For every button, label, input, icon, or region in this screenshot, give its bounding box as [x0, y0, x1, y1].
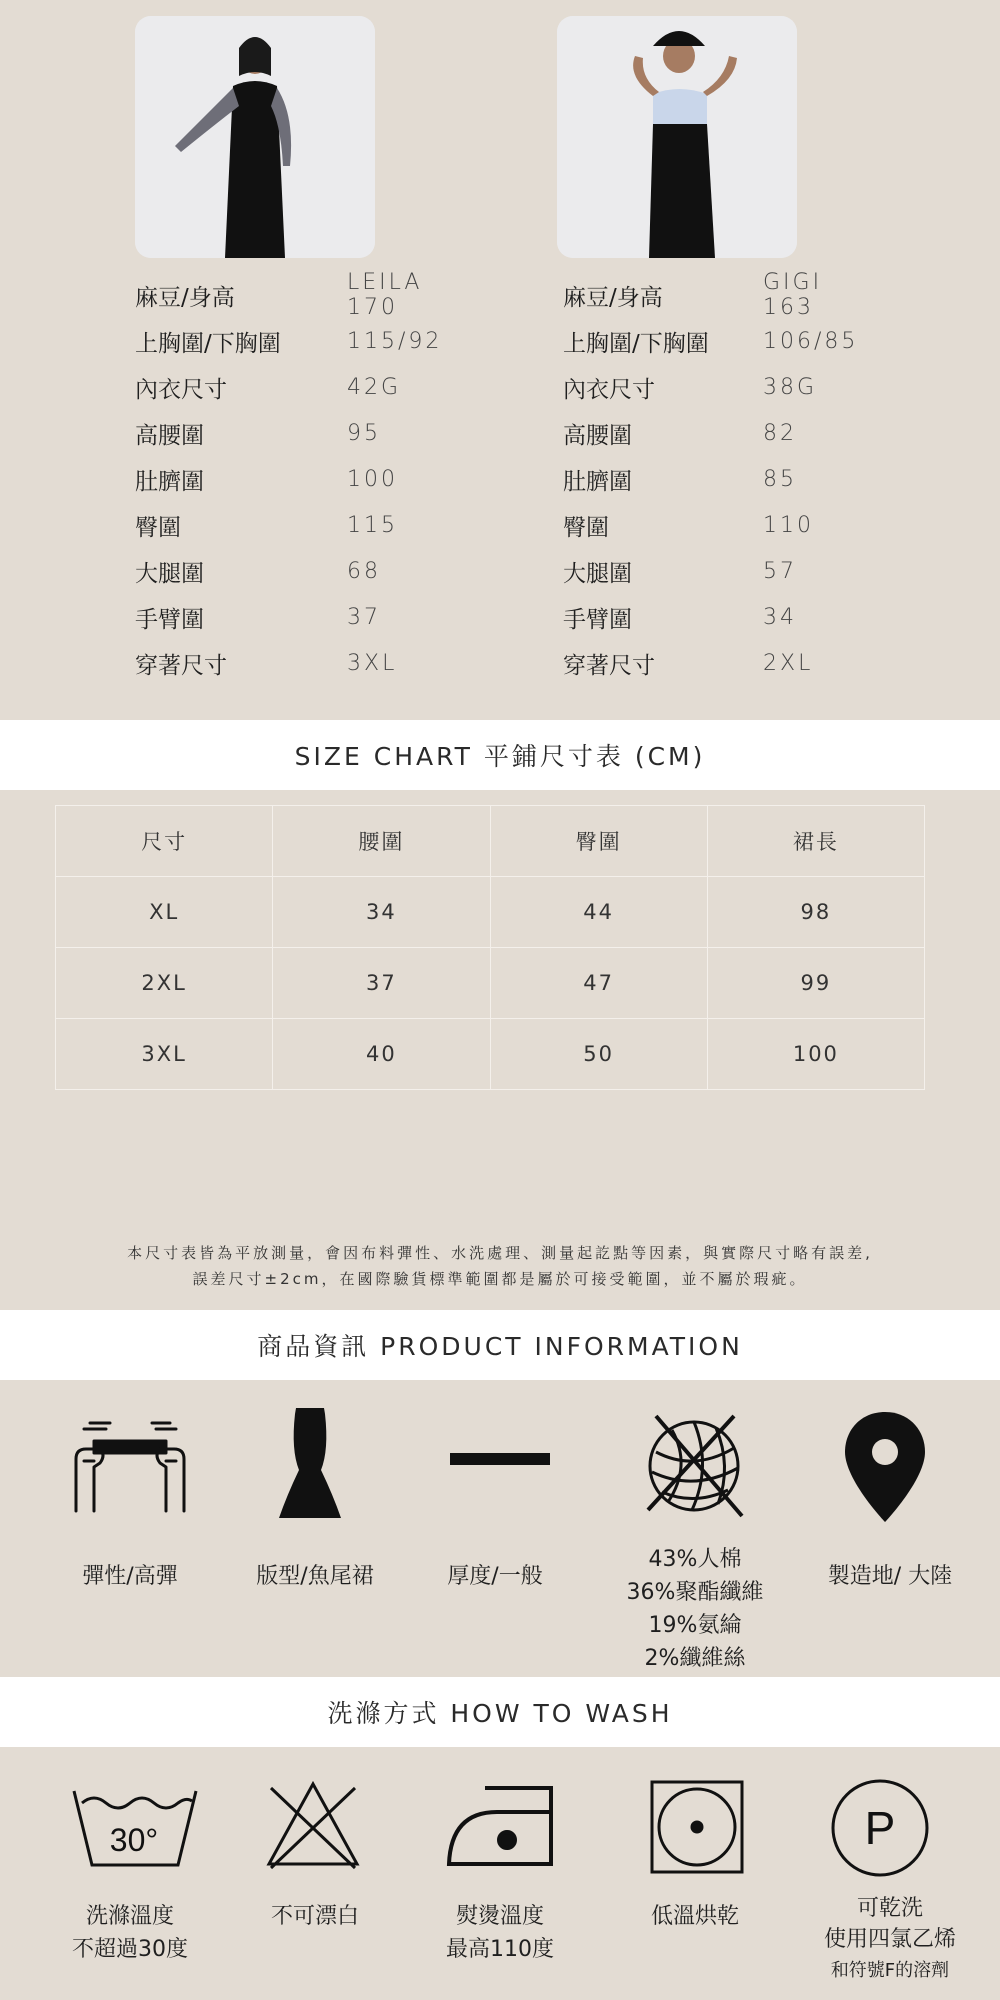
thickness-caption [405, 1560, 585, 1593]
measurement-row [563, 410, 797, 456]
table-cell: 37 [273, 948, 490, 1019]
measurement-value: 57 [763, 558, 797, 584]
wash-temp-label: 30° [109, 1822, 159, 1858]
no-bleach-caption [225, 1900, 405, 1933]
measurement-value: 42G [347, 374, 402, 400]
stretch-icon [70, 1415, 190, 1515]
table-cell: 44 [490, 877, 707, 948]
dry-clean-p-icon [830, 1778, 930, 1878]
size-chart-title: SIZE CHART 平鋪尺寸表 (CM) [0, 720, 1000, 790]
measurement-label: 高腰圍 [135, 422, 204, 449]
dry-clean-caption [790, 1893, 990, 1986]
measurement-label: 麻豆/身高 [135, 284, 235, 311]
measurement-value: LEILA 170 [347, 270, 423, 320]
caption-line: 不超過30度 [72, 1937, 188, 1962]
wash-temp-caption [40, 1900, 220, 1966]
measurement-value: 34 [763, 604, 797, 630]
column-header: 腰圍 [273, 806, 490, 877]
measurement-value: 2XL [763, 650, 814, 676]
measurement-value: 110 [763, 512, 814, 538]
iron-icon [445, 1782, 557, 1872]
iron-caption [410, 1900, 590, 1966]
table-cell: 34 [273, 877, 490, 948]
measurement-label: 手臂圍 [135, 606, 204, 633]
model-table-leila [135, 270, 443, 686]
measurement-row [135, 410, 381, 456]
measurement-label: 高腰圍 [563, 422, 632, 449]
measurement-row [135, 502, 398, 548]
caption-line: 可乾洗 [856, 1896, 923, 1921]
column-header: 裙長 [707, 806, 924, 877]
caption-line: 19%氨綸 [648, 1613, 742, 1638]
measurement-value: GIGI 163 [763, 270, 823, 320]
table-cell: 40 [273, 1019, 490, 1090]
wash-30-icon [70, 1785, 200, 1870]
table-row [56, 877, 925, 948]
measurement-row [135, 594, 381, 640]
measurement-label: 臀圍 [563, 514, 609, 541]
measurement-label: 上胸圍/下胸圍 [135, 330, 281, 357]
column-header: 臀圍 [490, 806, 707, 877]
measurement-row [563, 318, 859, 364]
caption-line: 使用四氯乙烯 [823, 1927, 956, 1952]
measurement-row [135, 270, 423, 320]
dry-clean-letter: P [864, 1802, 896, 1854]
caption-line: 製造地/ 大陸 [827, 1564, 953, 1589]
measurement-value: 37 [347, 604, 381, 630]
measurement-label: 手臂圍 [563, 606, 632, 633]
no-bleach-icon [265, 1780, 361, 1870]
caption-line: 43%人棉 [648, 1547, 742, 1572]
measurement-value: 100 [347, 466, 398, 492]
model-photo-leila [135, 16, 375, 258]
caption-line: 厚度/一般 [447, 1564, 543, 1589]
measurement-label: 上胸圍/下胸圍 [563, 330, 709, 357]
material-caption [600, 1543, 790, 1675]
how-to-wash-title: 洗滌方式 HOW TO WASH [0, 1677, 1000, 1747]
caption-line: 洗滌溫度 [85, 1904, 174, 1929]
table-cell: XL [56, 877, 273, 948]
measurement-label: 內衣尺寸 [135, 376, 227, 403]
measurement-value: 115/92 [347, 328, 443, 354]
measurement-label: 大腿圍 [135, 560, 204, 587]
table-cell: 98 [707, 877, 924, 948]
table-cell: 3XL [56, 1019, 273, 1090]
stretch-caption [40, 1560, 220, 1593]
measurement-value: 95 [347, 420, 381, 446]
model-photo-gigi [557, 16, 797, 258]
measurement-label: 大腿圍 [563, 560, 632, 587]
measurement-row [563, 364, 818, 410]
table-row [56, 948, 925, 1019]
caption-line: 低溫烘乾 [650, 1904, 739, 1929]
measurement-label: 麻豆/身高 [563, 284, 663, 311]
caption-line: 36%聚酯纖維 [626, 1580, 764, 1605]
table-cell: 100 [707, 1019, 924, 1090]
measurement-row [135, 640, 398, 686]
measurement-value: 38G [763, 374, 818, 400]
measurement-row [563, 548, 797, 594]
measurement-row [563, 594, 797, 640]
measurement-row [563, 640, 814, 686]
thickness-line-icon [450, 1453, 550, 1467]
table-header-row [56, 806, 925, 877]
table-cell: 47 [490, 948, 707, 1019]
tumble-dry-caption [605, 1900, 785, 1933]
caption-line: 彈性/高彈 [82, 1564, 178, 1589]
caption-line: 2%纖維絲 [644, 1646, 746, 1671]
measurement-label: 穿著尺寸 [135, 652, 227, 679]
measurement-label: 穿著尺寸 [563, 652, 655, 679]
measurement-row [135, 318, 443, 364]
measurement-label: 肚臍圍 [135, 468, 204, 495]
mermaid-skirt-icon [275, 1400, 345, 1520]
model-table-gigi [563, 270, 859, 686]
measurement-value: 85 [763, 466, 797, 492]
location-pin-icon [843, 1410, 927, 1525]
table-cell: 2XL [56, 948, 273, 1019]
measurement-value: 68 [347, 558, 381, 584]
measurement-row [135, 456, 398, 502]
table-cell: 50 [490, 1019, 707, 1090]
caption-line: 不可漂白 [270, 1904, 359, 1929]
measurement-row [563, 270, 823, 320]
caption-line: 最高110度 [446, 1937, 554, 1962]
measurement-row [563, 502, 814, 548]
measurement-row [135, 548, 381, 594]
measurement-label: 內衣尺寸 [563, 376, 655, 403]
size-chart-table [55, 805, 925, 1090]
caption-line: 和符號F的溶劑 [830, 1960, 950, 1981]
measurement-row [563, 456, 797, 502]
measurement-label: 臀圍 [135, 514, 181, 541]
measurement-value: 3XL [347, 650, 398, 676]
note-line: 誤差尺寸±2cm，在國際驗貨標準範圍都是屬於可接受範圍，並不屬於瑕疵。 [192, 1270, 808, 1288]
fit-caption [225, 1560, 405, 1593]
table-cell: 99 [707, 948, 924, 1019]
table-row [56, 1019, 925, 1090]
column-header: 尺寸 [56, 806, 273, 877]
measurement-value: 106/85 [763, 328, 859, 354]
caption-line: 熨燙溫度 [455, 1904, 544, 1929]
note-line: 本尺寸表皆為平放測量，會因布料彈性、水洗處理、測量起訖點等因素，與實際尺寸略有誤差, [127, 1244, 873, 1262]
product-info-title: 商品資訊 PRODUCT INFORMATION [0, 1310, 1000, 1380]
measurement-note [20, 1240, 980, 1292]
measurement-value: 115 [347, 512, 398, 538]
caption-line: 版型/魚尾裙 [256, 1564, 374, 1589]
measurement-value: 82 [763, 420, 797, 446]
measurement-row [135, 364, 402, 410]
measurement-label: 肚臍圍 [563, 468, 632, 495]
tumble-dry-low-icon [650, 1780, 744, 1874]
origin-caption [800, 1560, 980, 1593]
yarn-ball-icon [642, 1412, 748, 1522]
